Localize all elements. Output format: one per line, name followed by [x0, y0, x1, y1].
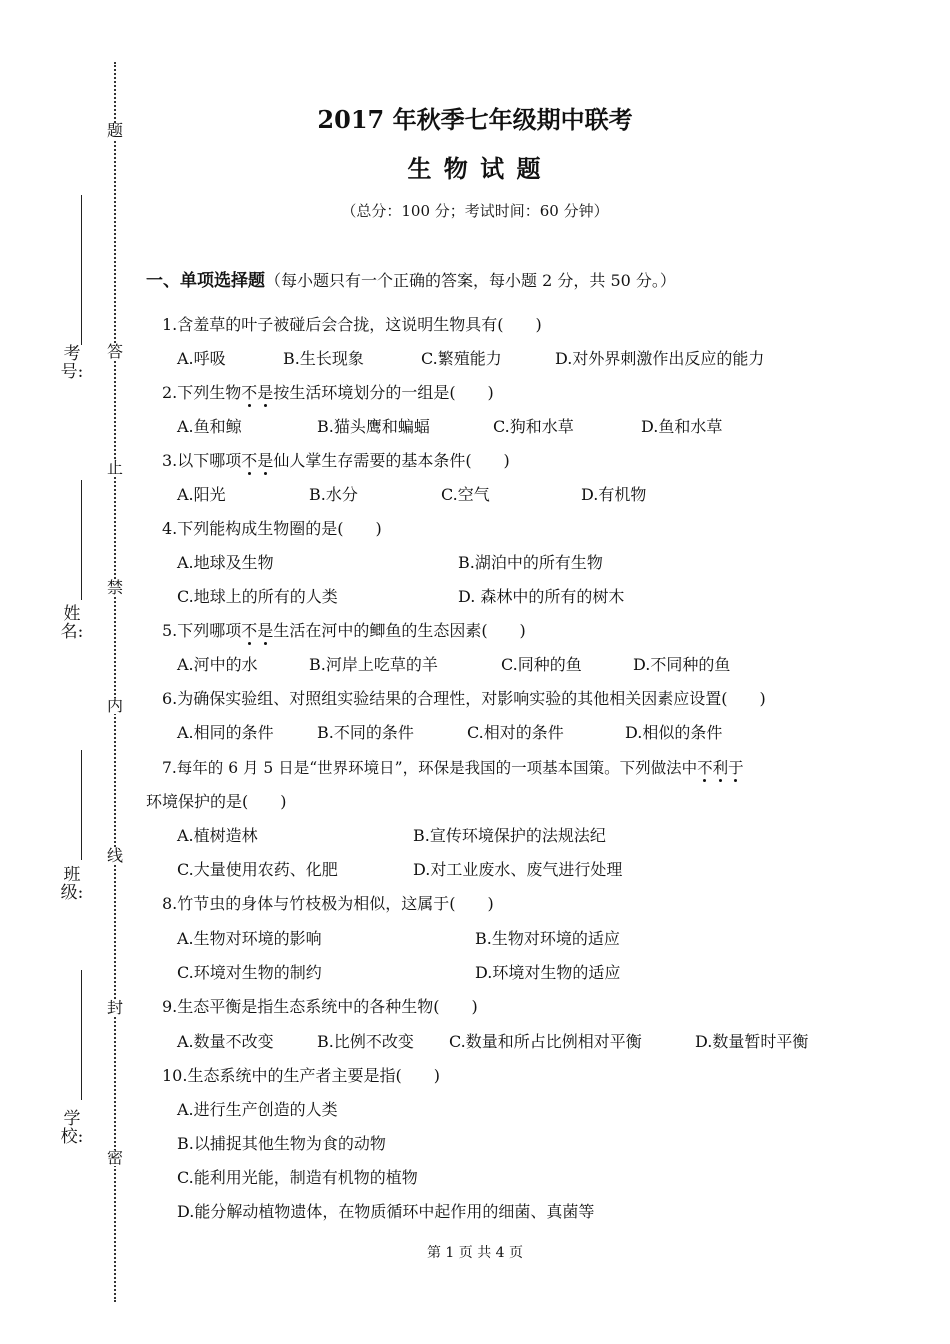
question-5: 5.下列哪项不是生活在河中的鲫鱼的生态因素( ) [162, 621, 526, 640]
seal-char: 答 [103, 344, 127, 360]
option: B.猫头鹰和蝙蝠 [317, 417, 430, 436]
option: A.河中的水 [177, 655, 258, 674]
seal-char: 止 [103, 460, 127, 476]
option: A.植树造林 [177, 826, 258, 845]
student-id-label: 考号: [60, 344, 84, 382]
seal-char: 内 [103, 698, 127, 714]
class-label: 班级: [60, 865, 84, 903]
name-line [81, 480, 82, 600]
question-7-continued: 环境保护的是( ) [146, 792, 287, 811]
exam-info: （总分：100 分；考试时间：60 分钟） [341, 202, 609, 220]
option: A.呼吸 [177, 349, 226, 368]
option: C.能利用光能，制造有机物的植物 [177, 1168, 418, 1187]
question-1: 1.含羞草的叶子被碰后会合拢，这说明生物具有( ) [162, 315, 542, 334]
option: C.同种的鱼 [501, 655, 582, 674]
option: B.生长现象 [283, 349, 364, 368]
school-line [81, 970, 82, 1100]
option: B.生物对环境的适应 [475, 929, 620, 948]
option: A.相同的条件 [177, 723, 274, 742]
option: A.地球及生物 [177, 553, 274, 572]
question-7: 7.每年的 6 月 5 日是“世界环境日”，环保是我国的一项基本国策。下列做法中不利于 [162, 759, 744, 777]
section-title: 一、单项选择题 [146, 271, 265, 291]
option: B.水分 [309, 485, 358, 504]
question-3: 3.以下哪项不是仙人掌生存需要的基本条件( ) [162, 451, 510, 470]
question-10: 10.生态系统中的生产者主要是指( ) [162, 1066, 440, 1085]
question-2: 2.下列生物不是按生活环境划分的一组是( ) [162, 383, 494, 402]
option: C.大量使用农药、化肥 [177, 860, 338, 879]
seal-char: 密 [103, 1150, 127, 1166]
option: B.不同的条件 [317, 723, 414, 742]
exam-subtitle: 生 物 试 题 [407, 154, 543, 183]
option: D.数量暂时平衡 [695, 1032, 809, 1051]
seal-char: 禁 [103, 580, 127, 596]
option: D.对外界刺激作出反应的能力 [555, 349, 765, 368]
seal-dotted-line [114, 62, 116, 1302]
option: A.生物对环境的影响 [177, 929, 322, 948]
option: D.相似的条件 [625, 723, 723, 742]
option: A.数量不改变 [177, 1032, 274, 1051]
question-6: 6.为确保实验组、对照组实验结果的合理性，对影响实验的其他相关因素应设置( ) [162, 689, 766, 708]
section-heading [146, 266, 676, 291]
name-label: 姓名: [60, 604, 84, 642]
option: B.以捕捉其他生物为食的动物 [177, 1134, 386, 1153]
option: D.能分解动植物遗体，在物质循环中起作用的细菌、真菌等 [177, 1202, 595, 1221]
exam-title: 2017 年秋季七年级期中联考 [317, 105, 633, 134]
option: C.繁殖能力 [421, 349, 502, 368]
option: B.湖泊中的所有生物 [458, 553, 603, 572]
option: C.空气 [441, 485, 490, 504]
school-label: 学校: [60, 1109, 84, 1147]
section-note: （每小题只有一个正确的答案，每小题 2 分，共 50 分。） [265, 271, 676, 290]
option: C.数量和所占比例相对平衡 [449, 1032, 642, 1051]
page-number: 第 1 页 共 4 页 [426, 1245, 524, 1261]
option: B.宣传环境保护的法规法纪 [413, 826, 606, 845]
seal-char: 封 [103, 1000, 127, 1016]
question-9: 9.生态平衡是指生态系统中的各种生物( ) [162, 997, 478, 1016]
option: D.对工业废水、废气进行处理 [413, 860, 623, 879]
option: D.鱼和水草 [641, 417, 723, 436]
option: D. 森林中的所有的树木 [458, 587, 625, 606]
option: D.不同种的鱼 [633, 655, 731, 674]
option: C.地球上的所有的人类 [177, 587, 338, 606]
question-8: 8.竹节虫的身体与竹枝极为相似，这属于( ) [162, 894, 494, 913]
option: D.有机物 [581, 485, 647, 504]
option: A.鱼和鲸 [177, 417, 242, 436]
option: C.狗和水草 [493, 417, 574, 436]
class-line [81, 750, 82, 860]
seal-char: 线 [103, 848, 127, 864]
seal-char: 题 [103, 123, 127, 139]
option: D.环境对生物的适应 [475, 963, 621, 982]
option: A.阳光 [177, 485, 226, 504]
option: B.河岸上吃草的羊 [309, 655, 438, 674]
option: C.相对的条件 [467, 723, 564, 742]
option: C.环境对生物的制约 [177, 963, 322, 982]
question-4: 4.下列能构成生物圈的是( ) [162, 519, 382, 538]
option: A.进行生产创造的人类 [177, 1100, 338, 1119]
option: B.比例不改变 [317, 1032, 414, 1051]
